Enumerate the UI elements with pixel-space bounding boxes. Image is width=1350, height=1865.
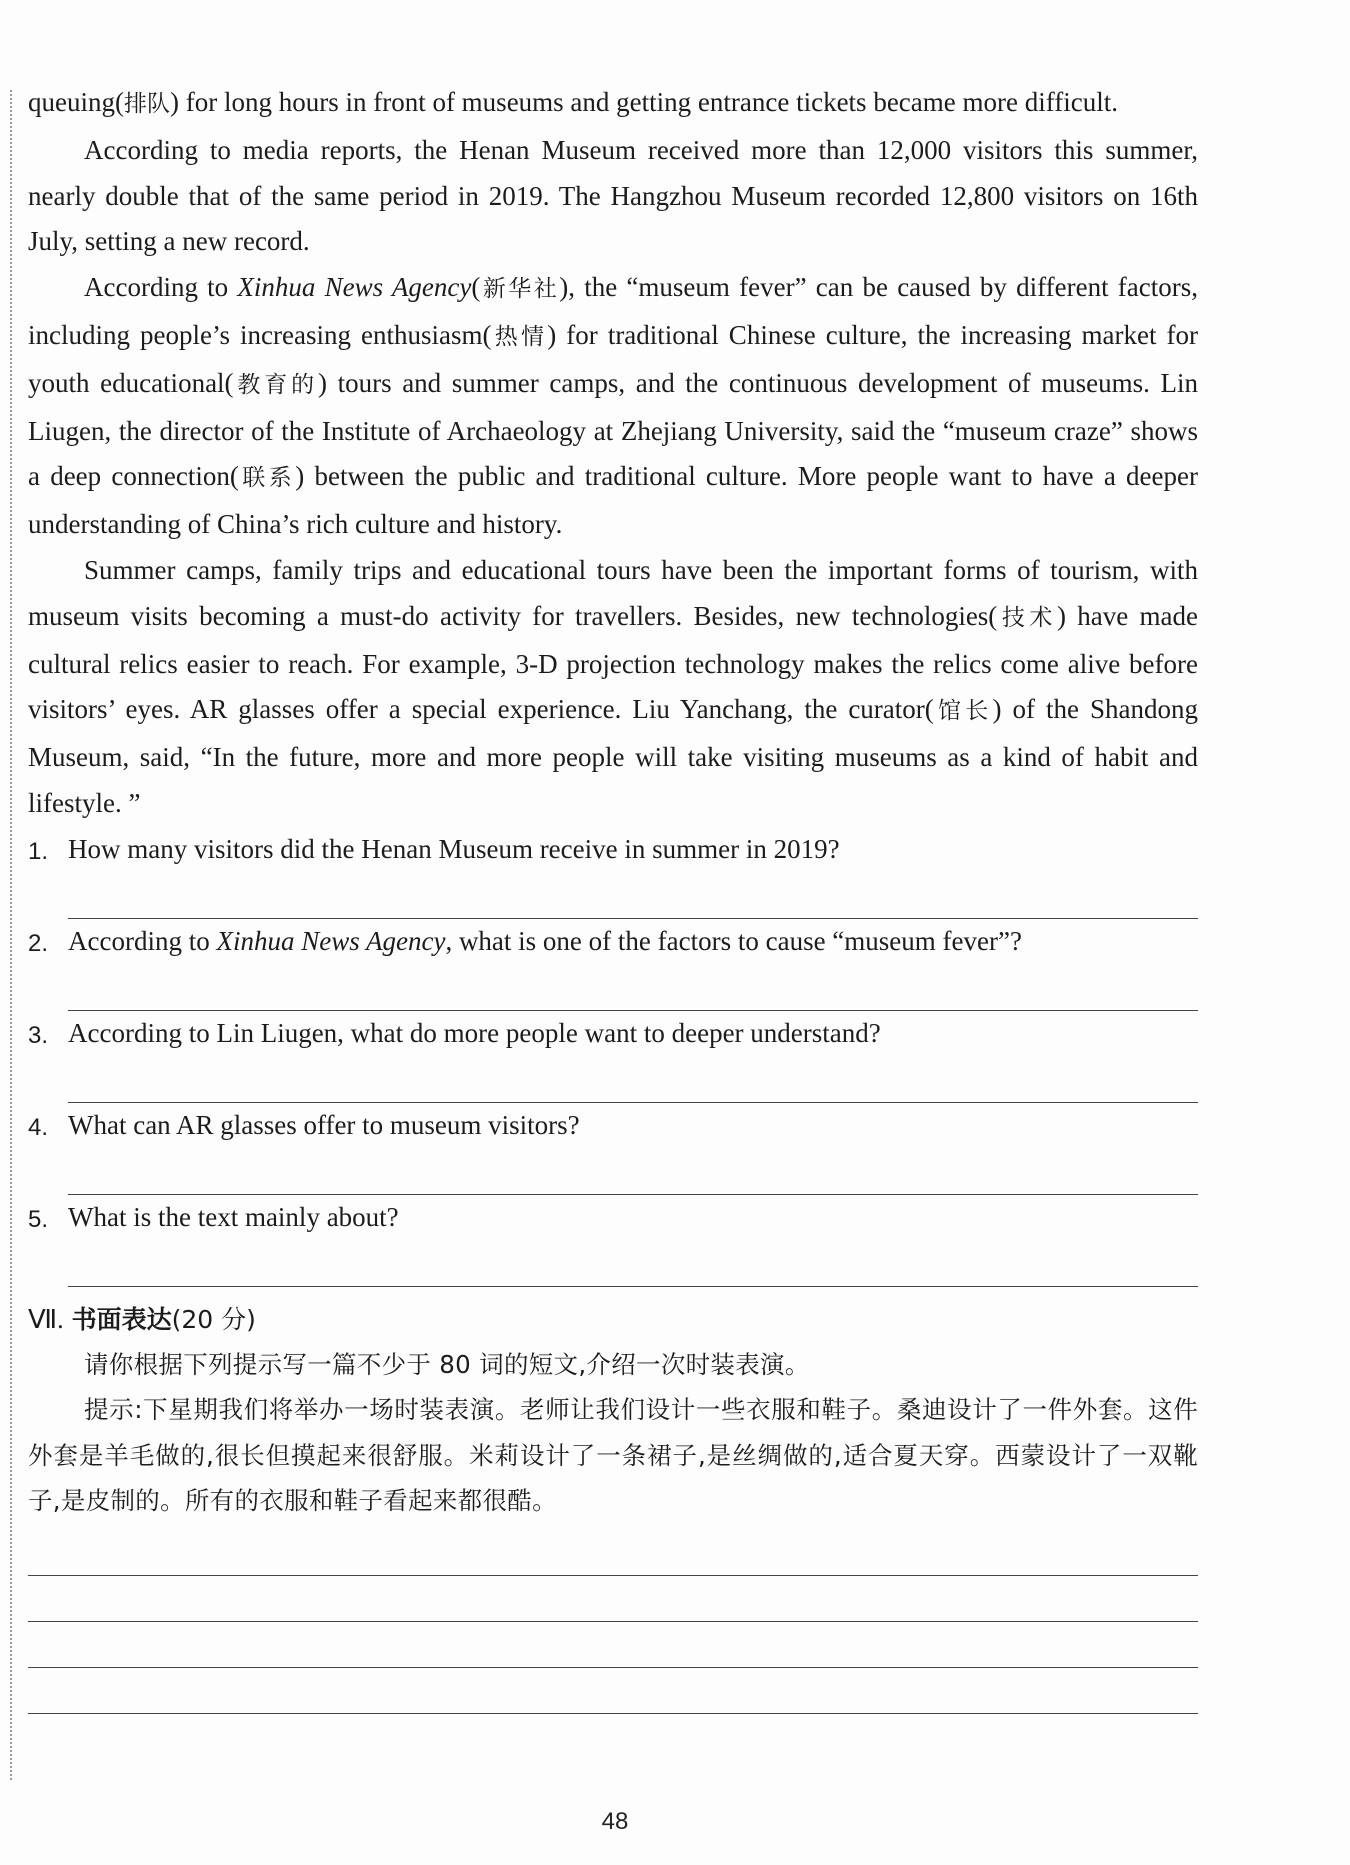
text-run: According to xyxy=(68,925,217,956)
passage-paragraph-1: According to media reports, the Henan Museum received more than 12,000 visitors this summer, nearly double that of the same period in 2019. The Hangzhou Museum recorded 12,800 visitors on 16th July, setting a new record. xyxy=(28,134,1198,257)
passage-paragraph-3 xyxy=(28,548,1198,827)
text-run: ) for traditional Chinese culture, the increasing market for youth educational( xyxy=(28,319,1198,398)
binding-margin-dots xyxy=(10,90,12,1780)
question-text: What can AR glasses offer to museum visitors? xyxy=(68,1109,580,1140)
question-number: 5. xyxy=(28,1205,49,1233)
question-number: 3. xyxy=(28,1021,49,1049)
section-7-heading xyxy=(28,1297,1198,1342)
text-run: ( xyxy=(471,272,481,303)
question-text: According to Lin Liugen, what do more people want to deeper understand? xyxy=(68,1017,881,1048)
chinese-gloss: 新华社 xyxy=(480,276,560,303)
answer-line[interactable] xyxy=(68,966,1198,1011)
writing-line[interactable] xyxy=(28,1530,1198,1576)
text-run: ) have made cultural relics easier to reach. For example, 3-D projection technology makes the relics come alive before visitors’ eyes. AR glasses offer a special experience. Liu Yanchang, the curator( xyxy=(28,600,1198,725)
question-2 xyxy=(28,919,1198,1011)
agency-name: Xinhua News Agency xyxy=(237,272,472,303)
text-run: queuing( xyxy=(28,87,124,117)
passage-paragraph-2 xyxy=(28,265,1198,548)
chinese-gloss: 联系 xyxy=(238,465,296,492)
question-number: 2. xyxy=(28,929,49,957)
question-text xyxy=(68,919,1022,966)
writing-area[interactable] xyxy=(28,1530,1198,1714)
chinese-gloss: 排队 xyxy=(123,91,170,117)
passage-paragraph-0 xyxy=(28,80,1198,128)
answer-line[interactable] xyxy=(68,874,1198,919)
writing-line[interactable] xyxy=(28,1668,1198,1714)
question-text: How many visitors did the Henan Museum receive in summer in 2019? xyxy=(68,833,840,864)
question-text: What is the text mainly about? xyxy=(68,1201,399,1232)
text-run: According to xyxy=(84,272,238,303)
question-5 xyxy=(28,1195,1198,1287)
text-run: , what is one of the factors to cause “museum fever”? xyxy=(445,925,1022,956)
writing-line[interactable] xyxy=(28,1622,1198,1668)
text-run: ) tours and summer camps, and the continuous development of museums. Lin Liugen, the director of the Institute of Archaeology at Zhejiang University, said the “museum craze” shows a deep connection( xyxy=(28,367,1199,492)
writing-hint: 提示:下星期我们将举办一场时装表演。老师让我们设计一些衣服和鞋子。桑迪设计了一件外套。这件外套是羊毛做的,很长但摸起来很舒服。米莉设计了一条裙子,是丝绸做的,适合夏天穿。西蒙设计了一双靴子,是皮制的。所有的衣服和鞋子看起来都很酷。 xyxy=(28,1395,1198,1516)
question-1 xyxy=(28,827,1198,919)
writing-line[interactable] xyxy=(28,1576,1198,1622)
chinese-gloss: 教育的 xyxy=(233,371,318,398)
section-title: 书面表达 xyxy=(71,1304,172,1334)
section-score: (20 分) xyxy=(171,1304,256,1334)
answer-line[interactable] xyxy=(68,1150,1198,1195)
page-content xyxy=(28,80,1198,1714)
text-run: ) of the Shandong Museum, said, “In the future, more and more people will take visiting museums as a kind of habit and lifestyle. ” xyxy=(28,694,1199,818)
text-run: Summer camps, family trips and educational tours have been the important forms of tourism, with museum visits becoming a must-do activity for travellers. Besides, new technologies( xyxy=(28,554,1198,631)
chinese-gloss: 热情 xyxy=(491,323,548,350)
question-3 xyxy=(28,1011,1198,1103)
text-run: ) between the public and traditional culture. More people want to have a deeper understanding of China’s rich culture and history. xyxy=(28,461,1198,540)
page-number: 48 xyxy=(601,1808,629,1835)
writing-instruction: 请你根据下列提示写一篇不少于 80 词的短文,介绍一次时装表演。 xyxy=(84,1349,810,1379)
chinese-gloss: 馆长 xyxy=(933,698,993,725)
answer-line[interactable] xyxy=(68,1058,1198,1103)
chinese-gloss: 技术 xyxy=(997,604,1057,631)
question-number: 1. xyxy=(28,837,49,865)
text-run: ) for long hours in front of museums and getting entrance tickets became more difficult. xyxy=(169,87,1118,117)
text-run: ), the “museum fever” can be caused by different factors, including people’s increasing enthusiasm( xyxy=(28,272,1198,350)
question-4 xyxy=(28,1103,1198,1195)
section-number: Ⅶ. xyxy=(28,1304,64,1334)
agency-name: Xinhua News Agency xyxy=(216,925,446,956)
question-number: 4. xyxy=(28,1113,49,1141)
answer-line[interactable] xyxy=(68,1242,1198,1287)
